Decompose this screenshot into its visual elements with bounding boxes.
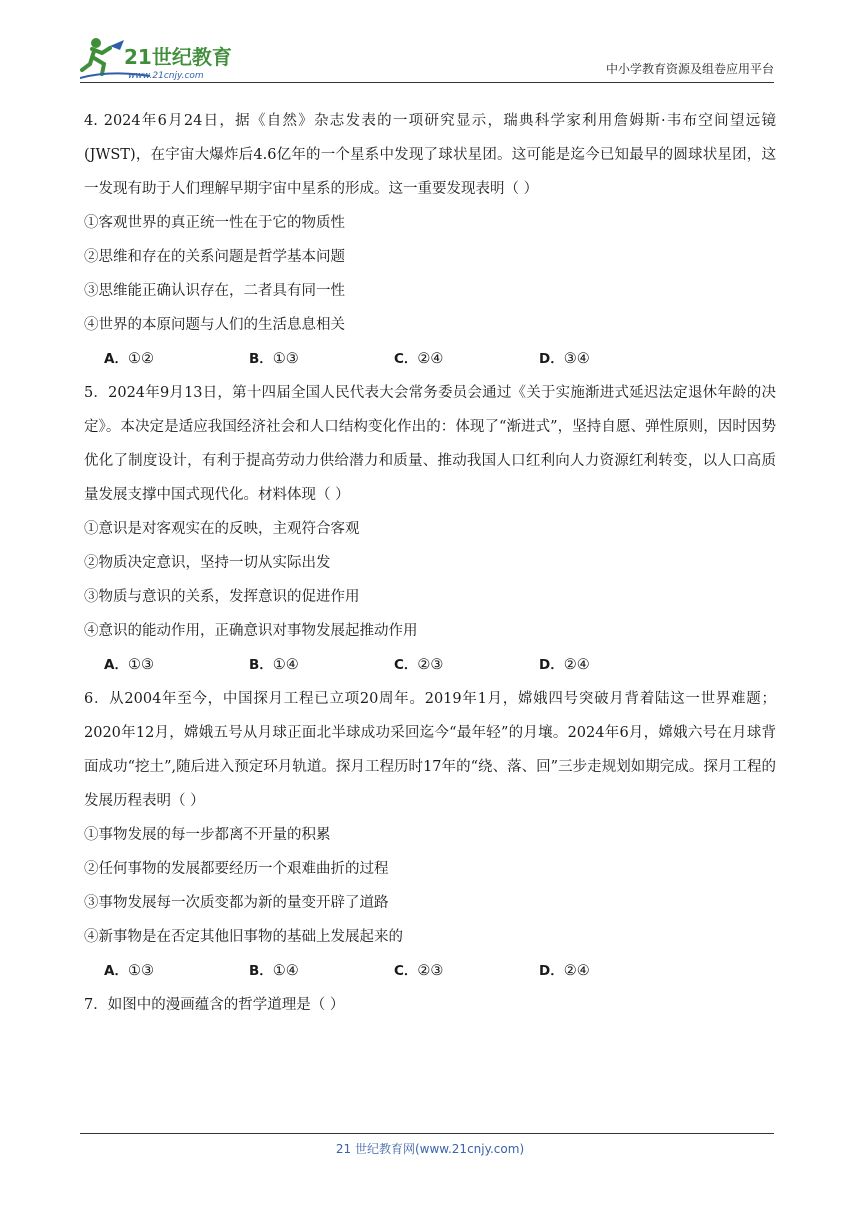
statement-option: ②任何事物的发展都要经历一个艰难曲折的过程 xyxy=(84,861,389,877)
question-5 xyxy=(84,376,776,682)
statement-option: ①事物发展的每一步都离不开量的积累 xyxy=(84,827,331,843)
choice-c[interactable]: C．②④ xyxy=(394,351,444,367)
answer-choices xyxy=(84,954,776,988)
logo-text: 21世纪教育 xyxy=(124,45,232,69)
statement-option: ③物质与意识的关系，发挥意识的促进作用 xyxy=(84,589,360,605)
choice-b[interactable]: B．①④ xyxy=(249,657,299,673)
answer-choices xyxy=(84,342,776,376)
choice-c[interactable]: C．②③ xyxy=(394,657,444,673)
question-list xyxy=(84,104,776,1022)
question-stem: 6．从2004年至今，中国探月工程已立项20周年。2019年1月，嫦娥四号突破月背着陆这一世界难题；2020年12月，嫦娥五号从月球正面北半球成功采回迄今“最年轻”的月壤。2024年6月，嫦娥六号在月球背面成功“挖土”,随后进入预定环月轨道。探月工程历时17年的“绕、落、回”三步走规划如期完成。探月工程的发展历程表明（ ） xyxy=(84,691,776,809)
choice-d[interactable]: D．②④ xyxy=(539,963,590,979)
choice-d[interactable]: D．②④ xyxy=(539,657,590,673)
question-stem: 7．如图中的漫画蕴含的哲学道理是（ ） xyxy=(84,997,345,1013)
statement-option: ①客观世界的真正统一性在于它的物质性 xyxy=(84,215,345,231)
choice-a[interactable]: A．①③ xyxy=(104,657,154,673)
statement-option: ④意识的能动作用，正确意识对事物发展起推动作用 xyxy=(84,623,418,639)
statement-option: ②物质决定意识，坚持一切从实际出发 xyxy=(84,555,331,571)
choice-c[interactable]: C．②③ xyxy=(394,963,444,979)
question-7 xyxy=(84,988,776,1022)
logo-url: www.21cnjy.com xyxy=(128,71,204,81)
question-4 xyxy=(84,104,776,376)
choice-a[interactable]: A．①② xyxy=(104,351,154,367)
question-stem: 5．2024年9月13日，第十四届全国人民代表大会常务委员会通过《关于实施渐进式延迟法定退休年龄的决定》。本决定是适应我国经济社会和人口结构变化作出的：体现了“渐进式”，坚持自愿、弹性原则，因时因势优化了制度设计，有利于提高劳动力供给潜力和质量、推动我国人口红利向人力资源红利转变，以人口高质量发展支撑中国式现代化。材料体现（ ） xyxy=(84,385,776,503)
page-header xyxy=(80,30,774,82)
question-stem: 4. 2024年6月24日，据《自然》杂志发表的一项研究显示，瑞典科学家利用詹姆斯·韦布空间望远镜(JWST)，在宇宙大爆炸后4.6亿年的一个星系中发现了球状星团。这可能是迄今已知最早的圆球状星团，这一发现有助于人们理解早期宇宙中星系的形成。这一重要发现表明（ ） xyxy=(84,113,776,197)
statement-option: ④新事物是在否定其他旧事物的基础上发展起来的 xyxy=(84,929,403,945)
statement-option: ①意识是对客观实在的反映，主观符合客观 xyxy=(84,521,360,537)
platform-name: 中小学教育资源及组卷应用平台 xyxy=(605,62,774,76)
statement-option: ④世界的本原问题与人们的生活息息相关 xyxy=(84,317,345,333)
choice-b[interactable]: B．①③ xyxy=(249,351,299,367)
statement-option: ②思维和存在的关系问题是哲学基本问题 xyxy=(84,249,345,265)
answer-choices xyxy=(84,648,776,682)
choice-a[interactable]: A．①③ xyxy=(104,963,154,979)
footer-source[interactable]: 21 世纪教育网(www.21cnjy.com) xyxy=(335,1142,525,1156)
choice-d[interactable]: D．③④ xyxy=(539,351,590,367)
statement-option: ③思维能正确认识存在，二者具有同一性 xyxy=(84,283,345,299)
logo-21cnjy xyxy=(80,34,240,82)
choice-b[interactable]: B．①④ xyxy=(249,963,299,979)
question-6 xyxy=(84,682,776,988)
statement-option: ③事物发展每一次质变都为新的量变开辟了道路 xyxy=(84,895,389,911)
header-divider xyxy=(80,82,774,83)
footer-divider xyxy=(80,1133,774,1134)
